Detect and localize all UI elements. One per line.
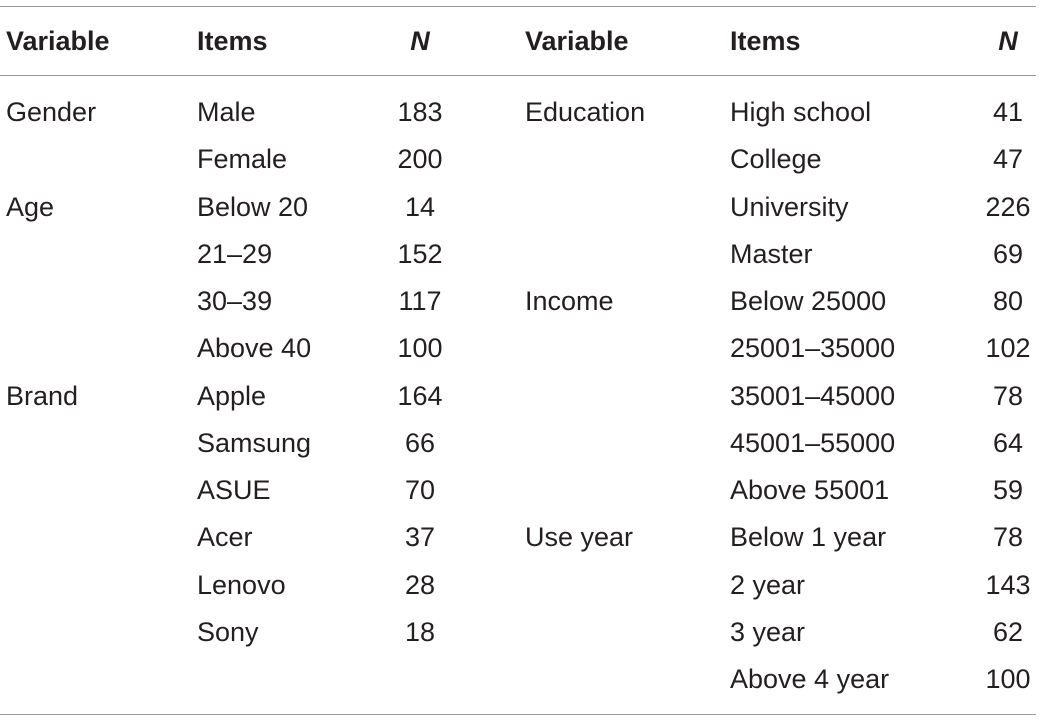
item-cell: Acer (197, 522, 253, 553)
count-cell: 78 (992, 522, 1024, 553)
count-cell: 69 (992, 238, 1024, 269)
item-cell: 3 year (730, 616, 806, 647)
count-cell: 37 (404, 522, 436, 553)
header-items-right: Items (730, 26, 801, 56)
header-items-left: Items (197, 26, 268, 56)
item-cell: ASUE (197, 475, 271, 505)
count-cell: 102 (985, 333, 1031, 364)
header-variable-left: Variable (6, 26, 110, 56)
item-cell: University (730, 191, 849, 222)
variable-cell: Gender (6, 97, 97, 127)
variable-cell: Brand (6, 380, 79, 411)
count-cell: 100 (397, 333, 443, 364)
item-cell: Male (197, 97, 256, 127)
count-cell: 152 (397, 238, 443, 269)
item-cell: Lenovo (197, 569, 286, 600)
item-cell: 30–39 (197, 286, 273, 316)
variable-cell: Age (6, 191, 55, 222)
count-cell: 226 (985, 191, 1031, 222)
count-cell: 62 (992, 616, 1024, 647)
count-cell: 143 (985, 569, 1031, 600)
count-cell: 200 (397, 144, 443, 175)
count-cell: 47 (992, 144, 1024, 175)
item-cell: Above 55001 (730, 475, 890, 505)
count-cell: 28 (404, 569, 436, 600)
count-cell: 183 (397, 97, 443, 127)
item-cell: 45001–55000 (730, 427, 896, 458)
item-cell: 21–29 (197, 238, 273, 269)
item-cell: Below 25000 (730, 286, 887, 316)
item-cell: College (730, 144, 822, 175)
table-bottom-rule (0, 714, 1036, 715)
count-cell: 78 (992, 380, 1024, 411)
header-n-right: N (998, 26, 1018, 56)
count-cell: 70 (404, 475, 436, 505)
item-cell: 2 year (730, 569, 806, 600)
count-cell: 14 (404, 191, 436, 222)
count-cell: 59 (992, 475, 1024, 505)
count-cell: 18 (404, 616, 436, 647)
item-cell: Samsung (197, 427, 312, 458)
item-cell: 25001–35000 (730, 333, 896, 364)
item-cell: Below 1 year (730, 522, 887, 553)
header-n-left: N (410, 26, 430, 56)
count-cell: 66 (404, 427, 436, 458)
item-cell: Below 20 (197, 191, 309, 222)
item-cell: Above 4 year (730, 664, 890, 694)
count-cell: 164 (397, 380, 443, 411)
item-cell: Sony (197, 616, 259, 647)
item-cell: High school (730, 97, 872, 127)
count-cell: 100 (985, 664, 1031, 694)
table-top-rule (0, 6, 1036, 7)
count-cell: 117 (398, 286, 442, 316)
variable-cell: Income (525, 286, 614, 316)
table-header-rule (0, 75, 1036, 76)
count-cell: 64 (992, 427, 1024, 458)
item-cell: Master (730, 238, 813, 269)
count-cell: 80 (992, 286, 1024, 316)
item-cell: 35001–45000 (730, 380, 896, 411)
variable-cell: Use year (525, 522, 634, 553)
item-cell: Apple (197, 380, 267, 411)
item-cell: Above 40 (197, 333, 312, 364)
header-variable-right: Variable (525, 26, 629, 56)
count-cell: 41 (992, 97, 1024, 127)
item-cell: Female (197, 144, 288, 175)
variable-cell: Education (525, 97, 646, 127)
